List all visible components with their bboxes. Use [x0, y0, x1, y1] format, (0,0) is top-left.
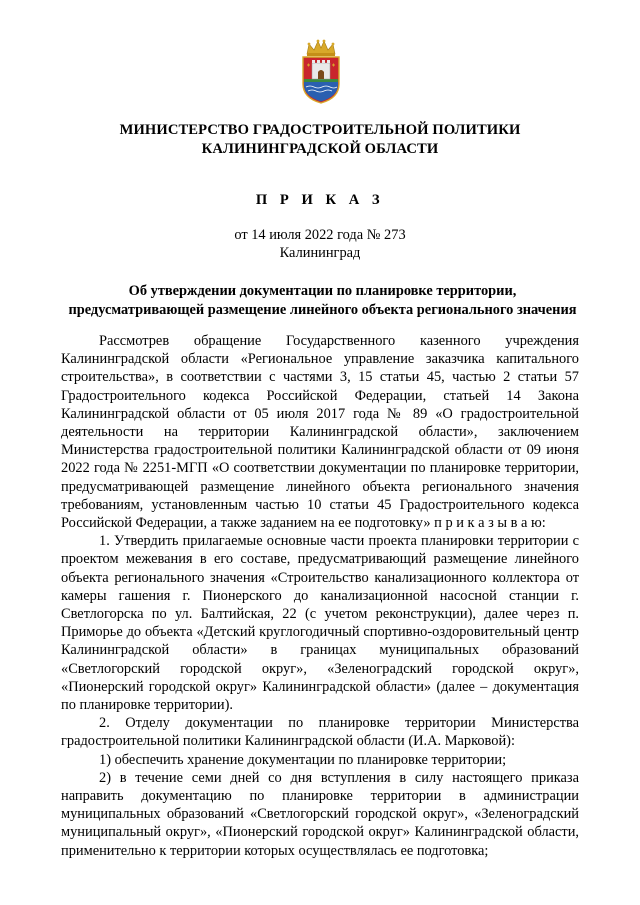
order-subject-line-1: Об утверждении документации по планировке территории,: [128, 283, 517, 299]
kaliningrad-coat-of-arms-icon: [299, 38, 343, 104]
order-date: от 14 июля 2022 года № 273: [234, 227, 406, 243]
ministry-name-line-2: КАЛИНИНГРАДСКОЙ ОБЛАСТИ: [201, 141, 439, 157]
body-paragraph: Рассмотрев обращение Государственного казенного учреждения Калининградской области «Региональное управление заказчика капитального строительства», в соответствии с частями 3, 15 статьи 45, частью 2 статьи 57 Градостроительного кодекса Российской Федерации, статьей 14 Закона Калининградской области от 05 июля 2017 года № 89 «О градостроительной деятельности на территории Калининградской области», заключением Министерства градостроительной политики Калининградской области от 09 июня 2022 года № 2251-МГП «О соответствии документации по планировке территории, предусматривающей размещение линейного объекта регионального значения требованиям, установленным частью 10 статьи 45 Градостроительного кодекса Российской Федерации, а также заданием на ее подготовку» п р и к а з ы в а ю:: [61, 333, 579, 532]
order-city: Калининград: [279, 245, 361, 261]
order-title: П Р И К А З: [255, 192, 385, 208]
order-details: [40, 226, 600, 262]
order-body: [61, 332, 579, 860]
body-paragraph: 1) обеспечить хранение документации по планировке территории;: [99, 751, 507, 768]
body-paragraph: 2. Отделу документации по планировке территории Министерства градостроительной политики Калининградской области (И.А. Марковой):: [61, 715, 579, 750]
body-paragraph: 2) в течение семи дней со дня вступления в силу настоящего приказа направить документацию по планировке территории в администрации муниципальных образований «Светлогорский городской округ», «Зеленоградский муниципальный округ», «Пионерский городской округ» Калининградской области, применительно к территории которых осуществлялась ее подготовка;: [61, 769, 579, 859]
ministry-name: [40, 121, 600, 159]
body-paragraph: 1. Утвердить прилагаемые основные части проекта планировки территории с проектом межевания в его составе, предусматривающий размещение линейного объекта регионального значения «Строительство канализационного коллектора от камеры гашения г. Пионерского до канализационной насосной станции г. Светлогорска по ул. Балтийская, 22 (с учетом реконструкции), далее через п. Приморье до объекта «Детский круглогодичный спортивно-оздоровительный центр Калининградской области» в границах муниципальных образований «Светлогорский городской округ», «Зеленоградский городской округ», «Пионерский городской округ» Калининградской области» (далее – документация по планировке территории).: [61, 533, 579, 714]
order-subject-line-2: предусматривающей размещение линейного объекта регионального значения: [68, 301, 577, 318]
ministry-name-line-1: МИНИСТЕРСТВО ГРАДОСТРОИТЕЛЬНОЙ ПОЛИТИКИ: [119, 122, 521, 138]
order-subject: [50, 282, 595, 319]
